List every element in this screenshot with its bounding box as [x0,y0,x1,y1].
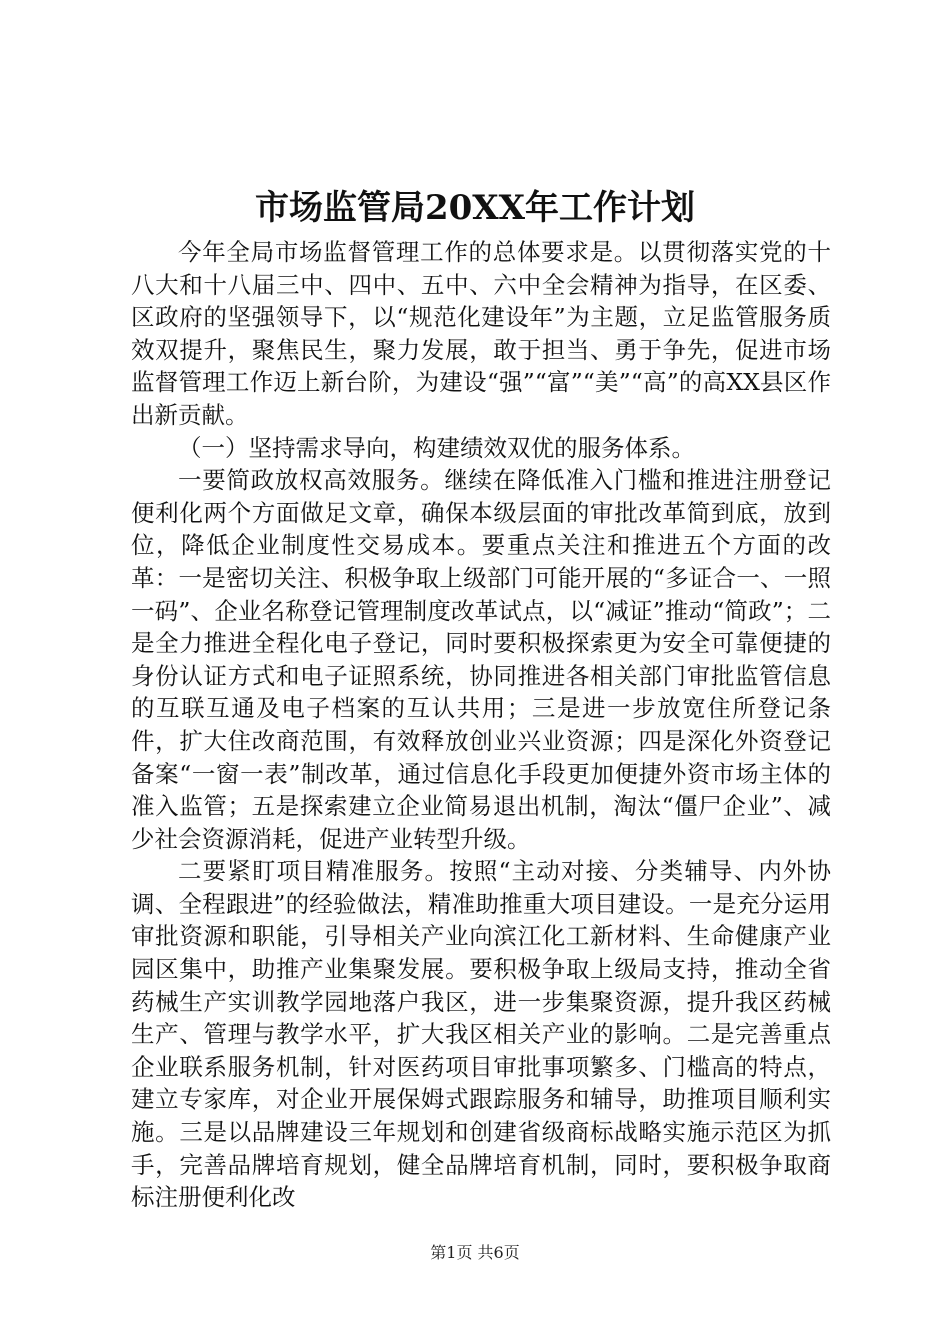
paragraph-streamline-administration: 一要简政放权高效服务。继续在降低准入门槛和推进注册登记便利化两个方面做足文章，确保本级层面的审批改革简到底，放到位，降低企业制度性交易成本。要重点关注和推进五个方面的改革：一是密切关注、积极争取上级部门可能开展的“多证合一、一照一码”、企业名称登记管理制度改革试点，以“减证”推动“简政”；二是全力推进全程化电子登记，同时要积极探索更为安全可靠便捷的身份认证方式和电子证照系统，协同推进各相关部门审批监管信息的互联互通及电子档案的互认共用；三是进一步放宽住所登记条件，扩大住改商范围，有效释放创业兴业资源；四是深化外资登记备案“一窗一表”制改革，通过信息化手段更加便捷外资市场主体的准入监管；五是探索建立企业简易退出机制，淘汰“僵尸企业”、减少社会资源消耗，促进产业转型升级。 [131,466,831,853]
paragraph-general-requirements: 今年全局市场监督管理工作的总体要求是。以贯彻落实党的十八大和十八届三中、四中、五中、六中全会精神为指导，在区委、区政府的坚强领导下，以“规范化建设年”为主题，立足监管服务质效双提升，聚焦民生，聚力发展，敢于担当、勇于争先，促进市场监督管理工作迈上新台阶，为建设“强”“富”“美”“高”的高XX县区作出新贡献。 [131,238,831,429]
document-body [131,236,831,1214]
document-title: 市场监管局20XX年工作计划 [254,188,696,228]
paragraph-project-service: 二要紧盯项目精准服务。按照“主动对接、分类辅导、内外协调、全程跟进”的经验做法，精准助推重大项目建设。一是充分运用审批资源和职能，引导相关产业向滨江化工新材料、生命健康产业园区集中，助推产业集聚发展。要积极争取上级局支持，推动全省药械生产实训教学园地落户我区，进一步集聚资源，提升我区药械生产、管理与教学水平，扩大我区相关产业的影响。二是完善重点企业联系服务机制，针对医药项目审批事项繁多、门槛高的特点，建立专家库，对企业开展保姆式跟踪服务和辅导，助推项目顺利实施。三是以品牌建设三年规划和创建省级商标战略实施示范区为抓手，完善品牌培育规划，健全品牌培育机制，同时，要积极争取商标注册便利化改 [131,857,831,1212]
page-footer: 第1页 共6页 [430,1243,520,1262]
paragraph-section-heading-1: （一）坚持需求导向，构建绩效双优的服务体系。 [178,433,695,462]
